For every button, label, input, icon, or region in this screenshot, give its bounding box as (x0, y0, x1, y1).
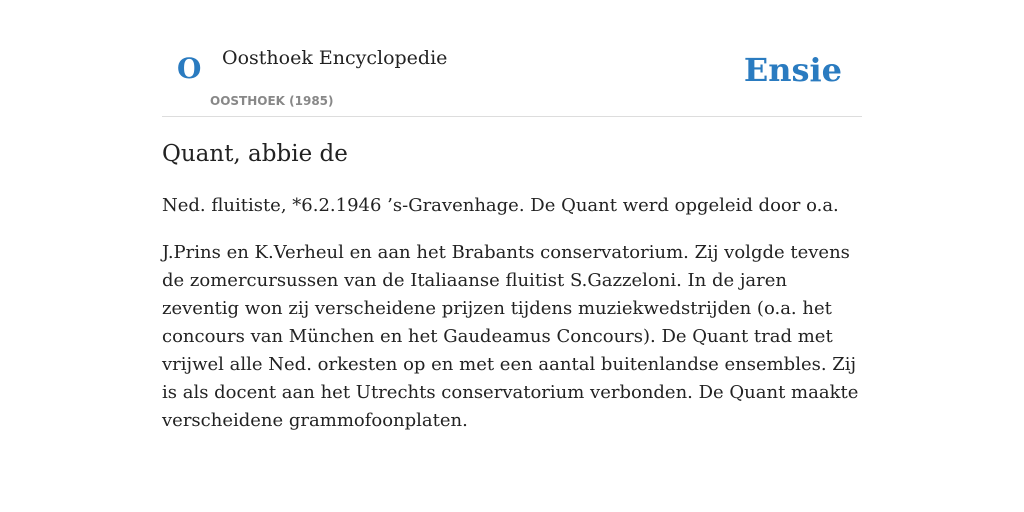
page (162, 0, 862, 512)
source-logo-icon: O (177, 52, 202, 85)
entry-paragraph: Ned. fluitiste, *6.2.1946 ’s-Gravenhage. De Quant werd opgeleid door o.a. (162, 195, 839, 216)
site-logo-link[interactable]: Ensie (743, 51, 842, 89)
source-title[interactable]: Oosthoek Encyclopedie (222, 47, 448, 69)
source-header (162, 0, 862, 117)
entry-paragraph: J.Prins en K.Verheul en aan het Brabants conservatorium. Zij volgde tevens de zomercursussen van de Italiaanse fluitist S.Gazzeloni. In de jaren zeventig won zij verscheidene prijzen tijdens muziekwedstrijden (o.a. het concours van München en het Gaudeamus Concours). De Quant trad met vrijwel alle Ned. orkesten op en met een aantal buitenlandse ensembles. Zij is als docent aan het Utrechts conservatorium verbonden. De Quant maakte verscheidene grammofoonplaten. (162, 242, 859, 431)
source-subtitle: OOSTHOEK (1985) (210, 94, 334, 108)
entry-title: Quant, abbie de (162, 141, 348, 167)
